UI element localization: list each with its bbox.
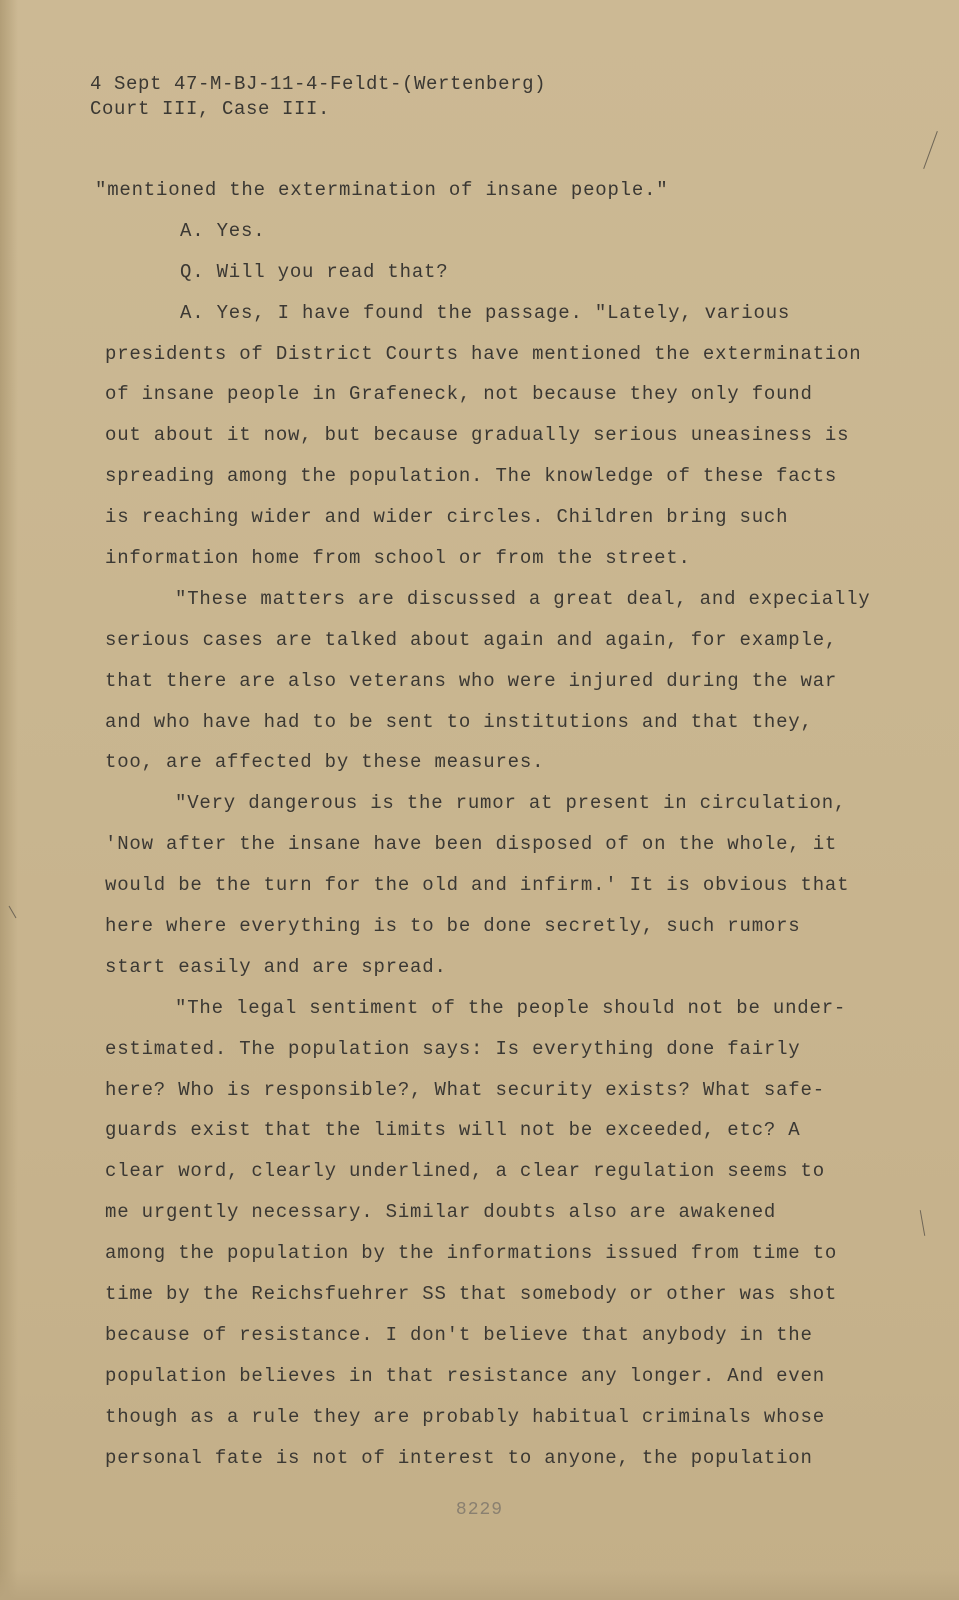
text-line: personal fate is not of interest to anyone, the population [105,1446,813,1469]
text-line: though as a rule they are probably habitual criminals whose [105,1405,825,1428]
text-line: A. Yes. [180,219,266,242]
margin-pencil-mark [923,131,938,169]
text-line: here where everything is to be done secretly, such rumors [105,915,801,938]
text-line: would be the turn for the old and infirm.' It is obvious that [105,874,850,897]
margin-pencil-mark [920,1210,925,1236]
header-line-court: Court III, Case III. [90,98,331,120]
text-line: Q. Will you read that? [180,260,449,283]
page-number: 8229 [455,1500,504,1520]
text-line: serious cases are talked about again and again, for example, [105,628,838,651]
text-line: too, are affected by these measures. [105,751,545,774]
text-line: presidents of District Courts have mentioned the extermination [105,342,862,365]
text-line: time by the Reichsfuehrer SS that somebody or other was shot [105,1283,838,1306]
text-line: me urgently necessary. Similar doubts also are awakened [105,1201,777,1224]
text-line: here? Who is responsible?, What security exists? What safe- [105,1078,825,1101]
text-line: guards exist that the limits will not be exceeded, etc? A [105,1119,801,1142]
transcript-body [95,170,885,1479]
text-line: out about it now, but because gradually serious uneasiness is [105,424,850,447]
text-line: that there are also veterans who were injured during the war [105,669,838,692]
text-line: spreading among the population. The knowledge of these facts [105,465,838,488]
text-line: is reaching wider and wider circles. Children bring such [105,506,789,529]
text-line: start easily and are spread. [105,955,447,978]
text-line: 'Now after the insane have been disposed of on the whole, it [105,833,838,856]
text-line: "mentioned the extermination of insane people." [95,179,669,201]
text-line: information home from school or from the street. [105,547,691,570]
text-line: "The legal sentiment of the people should not be under- [175,996,847,1019]
text-line: "Very dangerous is the rumor at present in circulation, [175,792,847,815]
text-line: population believes in that resistance any longer. And even [105,1364,825,1387]
text-line: of insane people in Grafeneck, not because they only found [105,383,813,406]
text-line: among the population by the informations issued from time to [105,1242,838,1265]
text-line: A. Yes, I have found the passage. "Lately, various [180,301,791,324]
text-line: "These matters are discussed a great deal, and expecially [175,587,871,610]
text-line: because of resistance. I don't believe that anybody in the [105,1323,813,1346]
document-header [90,72,546,122]
header-line-case-reference: 4 Sept 47-M-BJ-11-4-Feldt-(Wertenberg) [90,73,547,95]
text-line: estimated. The population says: Is everything done fairly [105,1037,801,1060]
margin-tick-mark [9,906,17,919]
text-line: clear word, clearly underlined, a clear regulation seems to [105,1160,825,1183]
text-line: and who have had to be sent to institutions and that they, [105,710,813,733]
